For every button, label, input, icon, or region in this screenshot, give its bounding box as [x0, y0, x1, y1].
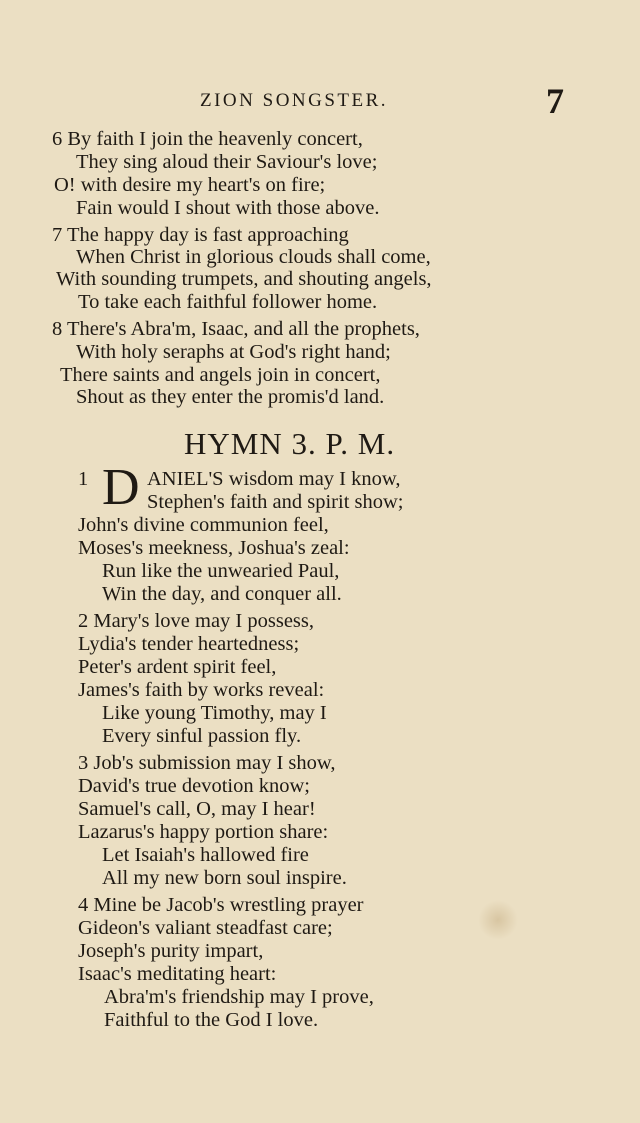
verse-line: Shout as they enter the promis'd land. [76, 386, 385, 408]
verse-line: 6 By faith I join the heavenly concert, [52, 128, 363, 150]
verse-line: With holy seraphs at God's right hand; [76, 341, 391, 363]
verse-line: Every sinful passion fly. [102, 725, 302, 747]
verse-line: Peter's ardent spirit feel, [78, 656, 277, 678]
paper-stain [478, 900, 518, 940]
verse-line: Stephen's faith and spirit show; [147, 491, 404, 513]
drop-cap: D [102, 459, 140, 516]
verse-line: Like young Timothy, may I [102, 702, 327, 724]
verse-line: Let Isaiah's hallowed fire [102, 844, 309, 866]
verse-line: James's faith by works reveal: [78, 679, 325, 701]
verse-line: Samuel's call, O, may I hear! [78, 798, 316, 820]
verse-line: Abra'm's friendship may I prove, [104, 986, 374, 1008]
verse-line: Gideon's valiant steadfast care; [78, 917, 333, 939]
verse-line: 3 Job's submission may I show, [78, 752, 336, 774]
verse-line: Run like the unwearied Paul, [102, 560, 340, 582]
verse-line: 8 There's Abra'm, Isaac, and all the prophets, [52, 318, 420, 340]
verse-line: 2 Mary's love may I possess, [78, 610, 315, 632]
verse-line: Lydia's tender heartedness; [78, 633, 300, 655]
verse-line: With sounding trumpets, and shouting angels, [56, 268, 432, 290]
running-head-title: ZION SONGSTER. [200, 90, 389, 111]
verse-line: Fain would I shout with those above. [76, 197, 380, 219]
verse-line: John's divine communion feel, [78, 514, 329, 536]
verse-line: To take each faithful follower home. [78, 291, 378, 313]
verse-line: All my new born soul inspire. [102, 867, 347, 889]
stanza-number: 1 [78, 468, 89, 490]
verse-line: They sing aloud their Saviour's love; [76, 151, 378, 173]
verse-line: 7 The happy day is fast approaching [52, 224, 349, 246]
verse-line: Joseph's purity impart, [78, 940, 264, 962]
running-head [0, 81, 640, 124]
verse-line: 4 Mine be Jacob's wrestling prayer [78, 894, 364, 916]
verse-line: David's true devotion know; [78, 775, 311, 797]
verse-line: Lazarus's happy portion share: [78, 821, 329, 843]
verse-line: O! with desire my heart's on fire; [54, 174, 326, 196]
verse-line: When Christ in glorious clouds shall come, [76, 246, 431, 268]
verse-line: Isaac's meditating heart: [78, 963, 277, 985]
verse-line: Moses's meekness, Joshua's zeal: [78, 537, 350, 559]
verse-line: ANIEL'S wisdom may I know, [147, 468, 401, 490]
verse-line: Win the day, and conquer all. [102, 583, 342, 605]
verse-line: Faithful to the God I love. [104, 1009, 319, 1031]
page-number: 7 [546, 81, 564, 121]
hymn-title: HYMN 3. P. M. [184, 426, 396, 461]
verse-line: There saints and angels join in concert, [60, 364, 381, 386]
